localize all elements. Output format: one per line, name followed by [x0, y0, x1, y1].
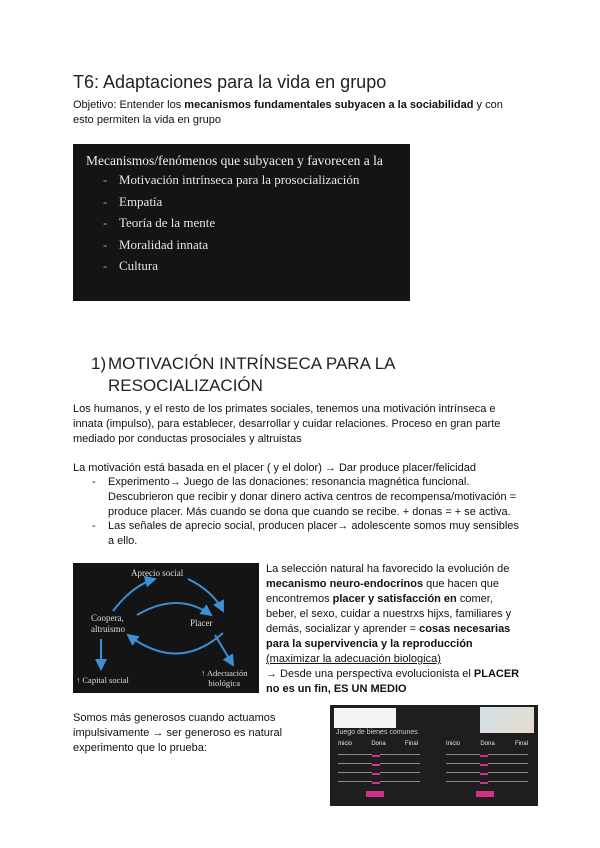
table-right-total	[476, 791, 494, 797]
table-header-left: Inicio Dona Final	[338, 741, 418, 747]
section-heading-line2: RESOCIALIZACIÓN	[108, 376, 263, 395]
diagram-aprecio: Aprecio social	[131, 568, 184, 578]
page-title: T6: Adaptaciones para la vida en grupo	[73, 72, 387, 92]
bullet-dash-1: -	[92, 476, 96, 488]
mechanisms-slide	[73, 144, 410, 301]
paragraph-natural-selection: La selección natural ha favorecido la evolución de mecanismo neuro-endocrinos que hacen que encontremos placer y satisfacción en comer, beber, el sexo, cuidar a nuestrxs hijxs, familiares y demás, socializar y aprender = cosas necesarias para la supervivencia y la reproducción (maximizar la adecuación biologica) → Desde una perspectiva evolucionista el PLACER no es un fin, ES UN MEDIO	[266, 563, 520, 695]
slide-heading: Mecanismos/fenómenos que subyacen y favorecen a la	[86, 153, 383, 168]
bullet-experiment: Experimento→ Juego de las donaciones: resonancia magnética funcional. Descubrieron que recibir y donar dinero activa centros de recompensa/motivación = produce placer. Más cuando se dona que cuando se recibe. + donas = + se activa.	[108, 476, 517, 518]
table-left-total	[366, 791, 384, 797]
banknote-image	[480, 707, 534, 733]
diagram-placer: Placer	[190, 618, 213, 628]
slide-item-3: - Teoría de la mente	[103, 215, 216, 230]
diagram-adecuacion: ↑ Adecuación biológica	[201, 668, 248, 688]
table-header-right: Inicio Dona Final	[446, 741, 528, 747]
figure-logo-box	[334, 708, 396, 728]
objective-line2: esto permiten la vida en grupo	[73, 114, 221, 126]
slide-item-1: - Motivación intrínseca para la prosocialización	[103, 172, 360, 187]
objective	[73, 98, 533, 128]
figure-caption: Juego de bienes comunes	[336, 729, 418, 736]
diagram-coopera: Coopera, altruismo	[91, 613, 125, 634]
diagram-capital: ↑ Capital social	[76, 675, 129, 685]
objective-bold: mecanismos fundamentales subyacen a la sociabilidad	[184, 99, 474, 111]
objective-post: y con	[473, 99, 503, 111]
slide-item-2: - Empatía	[103, 194, 163, 209]
slide-item-4: - Moralidad innata	[103, 237, 209, 252]
pleasure-cycle-diagram	[73, 563, 259, 693]
objective-pre: Objetivo: Entender los	[73, 99, 185, 111]
bullet-dash-2: -	[92, 520, 96, 532]
paragraph-motivation: Los humanos, y el resto de los primates sociales, tenemos una motivación intrínseca e innata (impulso), para establecer, desarrollar y cuidar relaciones. Proceso en gran parte mediado por conductas prosociales y altruistas	[73, 403, 501, 445]
paragraph-pleasure: La motivación está basada en el placer ( y el dolor) → Dar produce placer/felicidad	[73, 462, 476, 474]
experiment-figure	[330, 705, 538, 806]
bullet-social-signals: Las señales de aprecio social, producen placer→ adolescente somos muy sensibles a ello.	[108, 520, 519, 547]
section-heading-line1: MOTIVACIÓN INTRÍNSECA PARA LA	[108, 354, 396, 373]
paragraph-generous: Somos más generosos cuando actuamos impulsivamente → ser generoso es natural experimento que lo prueba:	[73, 712, 283, 754]
table-right-highlight	[480, 751, 488, 785]
section-number: 1)	[91, 354, 107, 373]
slide-item-5: - Cultura	[103, 258, 158, 273]
table-left-highlight	[372, 751, 380, 785]
